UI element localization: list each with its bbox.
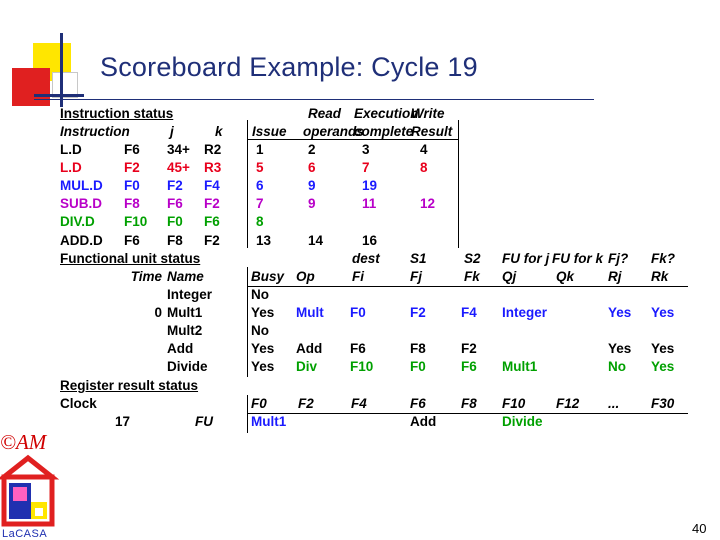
- fu-fk: [461, 286, 501, 304]
- instruction-k: F6: [204, 214, 220, 230]
- time-header: Time: [130, 269, 162, 284]
- fu-time: [120, 286, 162, 304]
- fu-rj: [608, 286, 648, 304]
- register-name: F0: [251, 396, 267, 411]
- instruction-exec: 3: [362, 142, 370, 157]
- fu-op: [296, 322, 344, 340]
- lacasa-logo-text: LaCASA: [2, 528, 48, 540]
- instruction-exec: [362, 213, 396, 231]
- fu-fj: F2: [410, 305, 426, 321]
- fu-busy: No: [251, 287, 269, 302]
- fu-qj: [502, 286, 562, 304]
- fu-busy: Yes: [251, 359, 275, 375]
- fu-fj: [410, 322, 454, 340]
- instruction-op: ADD.D: [60, 232, 103, 248]
- register-name: F30: [651, 396, 675, 411]
- instruction-read: [308, 213, 338, 231]
- fu-op: Div: [296, 359, 318, 375]
- instruction-write: [420, 213, 450, 231]
- fj-header: Fj: [410, 269, 422, 284]
- register-name: F8: [461, 396, 477, 411]
- instruction-op: SUB.D: [60, 196, 103, 212]
- fu-rk: Yes: [651, 341, 675, 357]
- fu-name: Mult2: [167, 323, 203, 339]
- instruction-op: L.D: [60, 142, 82, 157]
- instruction-read: 14: [308, 232, 324, 248]
- fu-qk: [556, 340, 596, 358]
- register-name: F10: [502, 396, 526, 411]
- clock-label: Clock: [60, 396, 97, 411]
- fu-name: Mult1: [167, 305, 203, 321]
- instruction-j: F8: [167, 232, 183, 248]
- instruction-dest: F10: [124, 214, 148, 230]
- instruction-header-rule: [248, 139, 458, 140]
- fu-fj: F0: [410, 359, 426, 375]
- rk-header-top: Fk?: [651, 251, 676, 266]
- register-name: F6: [410, 396, 426, 411]
- qk-header-top: FU for k: [552, 251, 604, 266]
- fu-label: FU: [195, 414, 213, 429]
- instruction-k: F2: [204, 232, 220, 248]
- register-name: F2: [298, 396, 314, 411]
- fu-op: Mult: [296, 305, 324, 321]
- fj-header-top: S1: [410, 251, 427, 266]
- instruction-op: MUL.D: [60, 178, 103, 194]
- instruction-issue: 13: [256, 232, 272, 248]
- instruction-dest: F6: [124, 142, 140, 157]
- instruction-op: DIV.D: [60, 214, 95, 230]
- fu-qk: [556, 322, 596, 340]
- register-name: F12: [556, 396, 580, 411]
- instruction-k: R3: [204, 160, 222, 176]
- fk-header-top: S2: [464, 251, 481, 266]
- fi-header: Fi: [352, 269, 364, 284]
- fu-qj: Integer: [502, 305, 548, 321]
- fu-rj: Yes: [608, 341, 632, 357]
- fu-fk: F4: [461, 305, 477, 321]
- fu-rj: Yes: [608, 305, 632, 321]
- instruction-issue: 6: [256, 178, 264, 194]
- instruction-table-right-rule: [458, 120, 459, 248]
- instruction-j: 45+: [167, 160, 190, 176]
- k-header: k: [215, 124, 223, 139]
- fu-name: Divide: [167, 359, 208, 375]
- instruction-j: F2: [167, 178, 183, 194]
- instruction-header: Instruction: [60, 124, 130, 139]
- instruction-dest: F6: [124, 232, 140, 248]
- fu-name: Add: [167, 341, 194, 357]
- instruction-read: 6: [308, 160, 316, 176]
- fu-time: [120, 340, 162, 358]
- name-header: Name: [167, 269, 204, 284]
- j-header: j: [170, 124, 174, 139]
- fu-busy: No: [251, 323, 269, 339]
- instruction-k: R2: [204, 142, 222, 157]
- instruction-exec: 19: [362, 178, 378, 194]
- fu-fk: F2: [461, 341, 477, 357]
- qj-header-top: FU for j: [502, 251, 550, 266]
- busy-header: Busy: [251, 269, 285, 284]
- fu-fi: [350, 286, 400, 304]
- instruction-issue: 7: [256, 196, 264, 212]
- fu-qj: [502, 340, 562, 358]
- functional-unit-status-label: Functional unit status: [60, 251, 201, 266]
- fu-fi: F10: [350, 359, 374, 375]
- fu-qk: [556, 304, 596, 322]
- fu-rj: [608, 322, 648, 340]
- register-unit: Mult1: [251, 414, 287, 429]
- fu-rk: Yes: [651, 305, 675, 321]
- register-unit: [351, 413, 407, 431]
- fu-busy: Yes: [251, 341, 275, 357]
- fu-fk: F6: [461, 359, 477, 375]
- issue-header-top: [252, 105, 304, 123]
- fu-fk: [461, 322, 501, 340]
- fu-fi: F6: [350, 341, 366, 357]
- execution-header: complete: [354, 124, 414, 139]
- instruction-j: F6: [167, 196, 183, 212]
- register-unit: [556, 413, 612, 431]
- fu-qj: [502, 322, 562, 340]
- fu-rk: [651, 286, 691, 304]
- fu-time: [120, 358, 162, 376]
- register-unit: [651, 413, 707, 431]
- instruction-read: 9: [308, 178, 316, 194]
- instruction-issue: 8: [256, 214, 264, 230]
- instruction-write: [420, 232, 450, 250]
- fu-rk: [651, 322, 691, 340]
- register-table-divider: [247, 395, 248, 433]
- fu-fj: F8: [410, 341, 426, 357]
- write-header-top: Write: [411, 106, 445, 121]
- rj-header: Rj: [608, 269, 622, 284]
- instruction-exec: 16: [362, 232, 378, 248]
- instruction-write: 8: [420, 160, 428, 176]
- instruction-issue: 1: [256, 142, 264, 157]
- instruction-exec: 7: [362, 160, 370, 176]
- slide-title: Scoreboard Example: Cycle 19: [100, 52, 478, 82]
- register-unit: Add: [410, 414, 437, 429]
- fu-qk: [556, 358, 596, 376]
- fu-rk: Yes: [651, 359, 675, 375]
- fu-fi: F0: [350, 305, 366, 321]
- issue-header: Issue: [252, 124, 287, 139]
- fu-time: 0: [154, 305, 162, 321]
- instruction-k: F2: [204, 196, 220, 212]
- instruction-op: L.D: [60, 160, 82, 176]
- instruction-write: [420, 177, 450, 195]
- clock-value: 17: [114, 414, 130, 429]
- register-unit: Divide: [502, 414, 543, 429]
- fu-table-divider: [247, 267, 248, 377]
- instruction-dest: F0: [124, 178, 140, 194]
- register-name: F4: [351, 396, 367, 411]
- fu-fj: [410, 286, 454, 304]
- fu-op: [296, 286, 344, 304]
- read-header: operands: [303, 124, 364, 139]
- read-header-top: Read: [308, 106, 342, 121]
- register-header-rule: [248, 413, 688, 414]
- qj-header: Qj: [502, 269, 517, 284]
- fk-header: Fk: [464, 269, 480, 284]
- instruction-write: 4: [420, 142, 428, 157]
- qk-header: Qk: [556, 269, 575, 284]
- fu-op: Add: [296, 341, 323, 357]
- instruction-read: 2: [308, 142, 316, 157]
- execution-header-top: Execution: [354, 106, 419, 121]
- fu-qj: Mult1: [502, 359, 538, 375]
- register-name: ...: [608, 396, 620, 411]
- copyright-mark: ©AM: [0, 430, 47, 454]
- op-header: Op: [296, 269, 315, 284]
- fu-name: Integer: [167, 287, 213, 302]
- fu-time: [120, 322, 162, 340]
- instruction-j: F0: [167, 214, 183, 230]
- instruction-dest: F2: [124, 160, 140, 176]
- fi-header-top: dest: [352, 251, 380, 266]
- instruction-j: 34+: [167, 142, 190, 157]
- instruction-write: 12: [420, 196, 436, 212]
- instruction-dest: F8: [124, 196, 140, 212]
- fu-rj: No: [608, 359, 626, 375]
- fu-header-rule: [248, 286, 688, 287]
- instruction-status-label: Instruction status: [60, 106, 174, 121]
- rk-header: Rk: [651, 269, 669, 284]
- register-result-status-label: Register result status: [60, 378, 199, 393]
- instruction-exec: 11: [362, 196, 377, 212]
- lacasa-logo-icon: [0, 455, 60, 530]
- write-header: Result: [411, 124, 453, 139]
- instruction-k: F4: [204, 178, 220, 194]
- rj-header-top: Fj?: [608, 251, 629, 266]
- instruction-read: 9: [308, 196, 316, 212]
- register-unit: [298, 413, 354, 431]
- fu-qk: [556, 286, 596, 304]
- fu-busy: Yes: [251, 305, 275, 321]
- page-number: 40: [692, 521, 707, 536]
- instruction-issue: 5: [256, 160, 264, 176]
- fu-fi: [350, 322, 400, 340]
